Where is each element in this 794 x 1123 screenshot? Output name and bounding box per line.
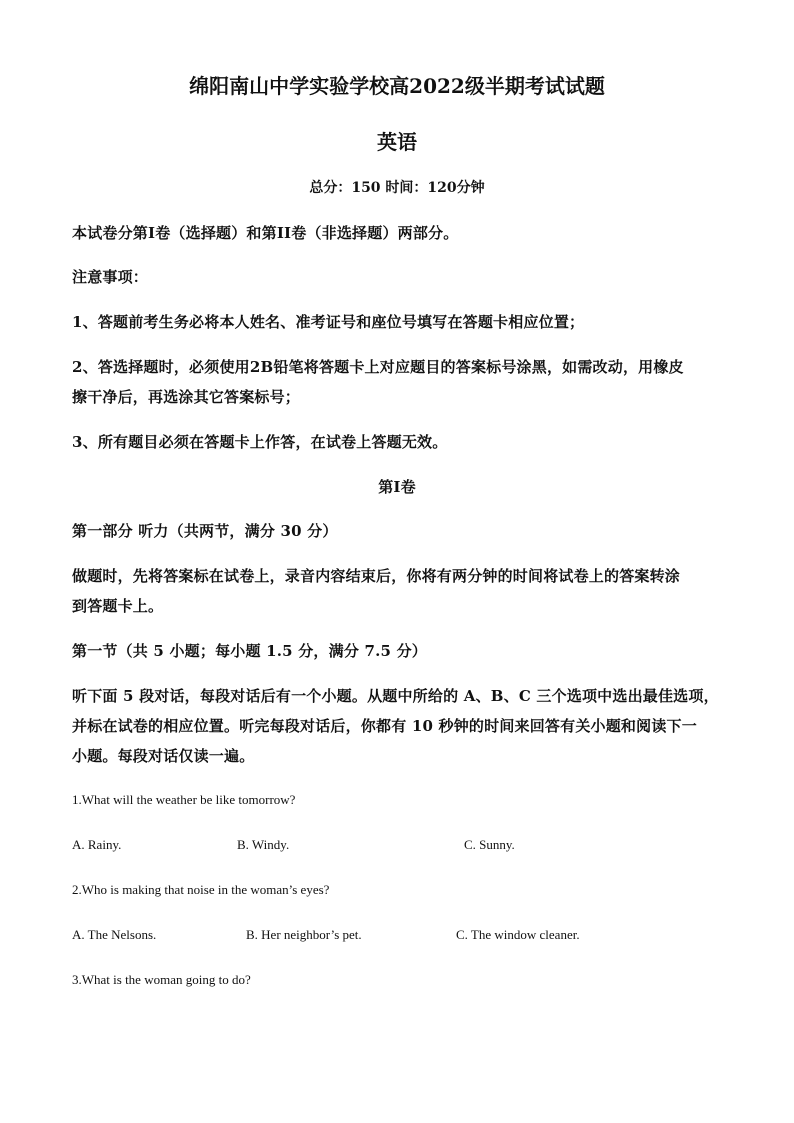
question-2-option-a: A. The Nelsons. — [72, 927, 157, 942]
section-1-instructions-line-3: 小题。每段对话仅读一遍。 — [72, 747, 255, 765]
question-1-option-c: C. Sunny. — [464, 837, 515, 852]
part-1-instructions-line-1: 做题时，先将答案标在试卷上，录音内容结束后，你将有两分钟的时间将试卷上的答案转涂 — [72, 567, 681, 585]
note-2-line-2: 擦干净后，再选涂其它答案标号； — [72, 388, 301, 406]
section-1-heading: 第一节（共 5 小题；每小题 1.5 分，满分 7.5 分） — [72, 642, 427, 660]
subject-heading: 英语 — [377, 130, 417, 154]
volume-label: 第I卷 — [378, 478, 416, 496]
note-2-line-1: 2、答选择题时，必须使用2B铅笔将答题卡上对应题目的答案标号涂黑，如需改动，用橡皮 — [72, 358, 684, 376]
part-1-instructions-line-2: 到答题卡上。 — [72, 597, 164, 615]
notes-heading: 注意事项： — [72, 268, 149, 286]
exam-title: 绵阳南山中学实验学校高2022级半期考试试题 — [189, 74, 605, 98]
section-1-instructions-line-2: 并标在试卷的相应位置。听完每段对话后，你都有 10 秒钟的时间来回答有关小题和阅读下一 — [72, 717, 697, 735]
question-2-stem: 2.Who is making that noise in the woman’s eyes? — [72, 882, 330, 897]
question-1-option-a: A. Rainy. — [72, 837, 122, 852]
question-1-stem: 1.What will the weather be like tomorrow? — [72, 792, 296, 807]
question-3-stem: 3.What is the woman going to do? — [72, 972, 251, 987]
question-2-option-b: B. Her neighbor’s pet. — [246, 927, 362, 942]
part-1-heading: 第一部分 听力（共两节，满分 30 分） — [72, 522, 338, 540]
note-3: 3、所有题目必须在答题卡上作答，在试卷上答题无效。 — [72, 433, 448, 451]
question-1-option-b: B. Windy. — [237, 837, 290, 852]
score-time-line: 总分：150 时间：120分钟 — [309, 180, 485, 196]
paper-structure: 本试卷分第I卷（选择题）和第II卷（非选择题）两部分。 — [72, 224, 459, 242]
note-1: 1、答题前考生务必将本人姓名、准考证号和座位号填写在答题卡相应位置； — [72, 313, 585, 331]
section-1-instructions-line-1: 听下面 5 段对话，每段对话后有一个小题。从题中所给的 A、B、C 三个选项中选出最佳选项， — [72, 687, 719, 705]
question-2-option-c: C. The window cleaner. — [456, 927, 580, 942]
